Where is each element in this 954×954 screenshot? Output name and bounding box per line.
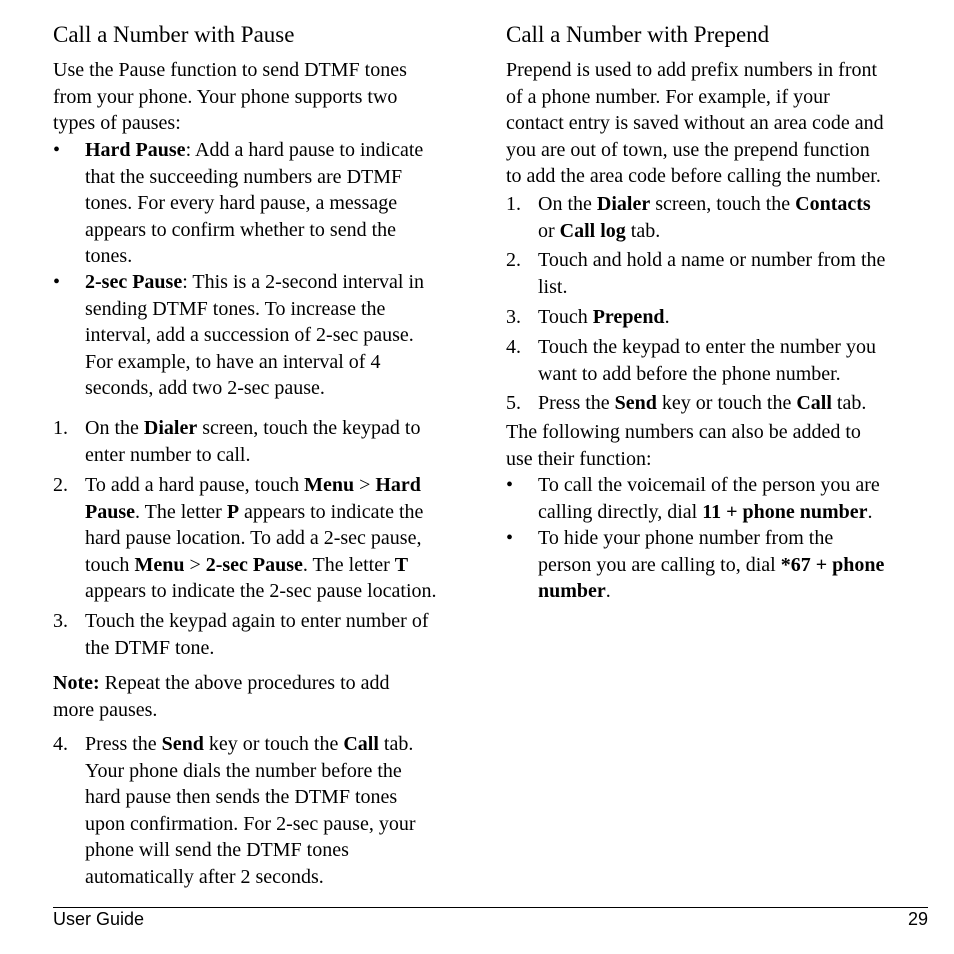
footer-divider: [53, 907, 928, 908]
two-sec-pause-line-5: seconds, add two 2-sec pause.: [85, 377, 325, 399]
step-number: 1.: [506, 193, 521, 215]
note-label: Note:: [53, 672, 100, 694]
prepend-intro-line-1: Prepend is used to add prefix numbers in front: [506, 59, 878, 81]
two-sec-pause-line-1: 2-sec Pause: This is a 2-second interval in: [85, 271, 425, 293]
pause-intro-line-1: Use the Pause function to send DTMF tones: [53, 59, 407, 81]
step-number: 2.: [53, 474, 68, 496]
two-sec-pause-line-3: interval, add a succession of 2-sec pause.: [85, 324, 414, 346]
section-heading-prepend: Call a Number with Prepend: [506, 22, 770, 47]
step-number: 5.: [506, 392, 521, 414]
bullet-marker: •: [53, 139, 61, 161]
hard-pause-line-3: tones. For every hard pause, a message: [85, 192, 398, 214]
page-number: 29: [907, 909, 928, 929]
hard-pause-term: Hard Pause: [85, 139, 186, 161]
pause-intro-line-2: from your phone. Your phone supports two: [53, 85, 398, 108]
step-number: 1.: [53, 417, 68, 439]
following-line-2: use their function:: [506, 447, 652, 470]
bullet-marker: •: [506, 474, 514, 496]
following-line-1: The following numbers can also be added to: [506, 421, 861, 443]
footer-title: User Guide: [53, 909, 145, 929]
step-number: 2.: [506, 249, 521, 271]
two-sec-pause-line-2: sending DTMF tones. To increase the: [85, 297, 386, 320]
pause-intro-line-3: types of pauses:: [53, 112, 181, 134]
hard-pause-line-1: Hard Pause: Add a hard pause to indicate: [85, 139, 424, 161]
step-number: 4.: [506, 336, 521, 358]
prepend-intro-line-3: contact entry is saved without an area code and: [506, 112, 884, 134]
prepend-intro-line-4: you are out of town, use the prepend function: [506, 138, 870, 161]
note-line-2: more pauses.: [53, 698, 158, 721]
bullet-marker: •: [53, 271, 61, 293]
two-sec-pause-term: 2-sec Pause: [85, 271, 183, 293]
hard-pause-line-4: appears to confirm whether to send the: [85, 218, 397, 241]
step-number: 3.: [506, 306, 521, 328]
step-number: 3.: [53, 610, 68, 632]
section-heading-pause: Call a Number with Pause: [53, 22, 295, 47]
step-number: 4.: [53, 733, 68, 755]
prepend-intro-line-2: of a phone number. For example, if your: [506, 85, 830, 108]
hard-pause-line-5: tones.: [85, 245, 133, 267]
prepend-intro-line-5: to add the area code before calling the number.: [506, 165, 881, 187]
note-line-1: Note: Repeat the above procedures to add: [53, 672, 390, 694]
two-sec-pause-line-4: For example, to have an interval of 4: [85, 350, 381, 373]
hard-pause-line-2: that the succeeding numbers are DTMF: [85, 165, 403, 188]
bullet-marker: •: [506, 527, 514, 549]
